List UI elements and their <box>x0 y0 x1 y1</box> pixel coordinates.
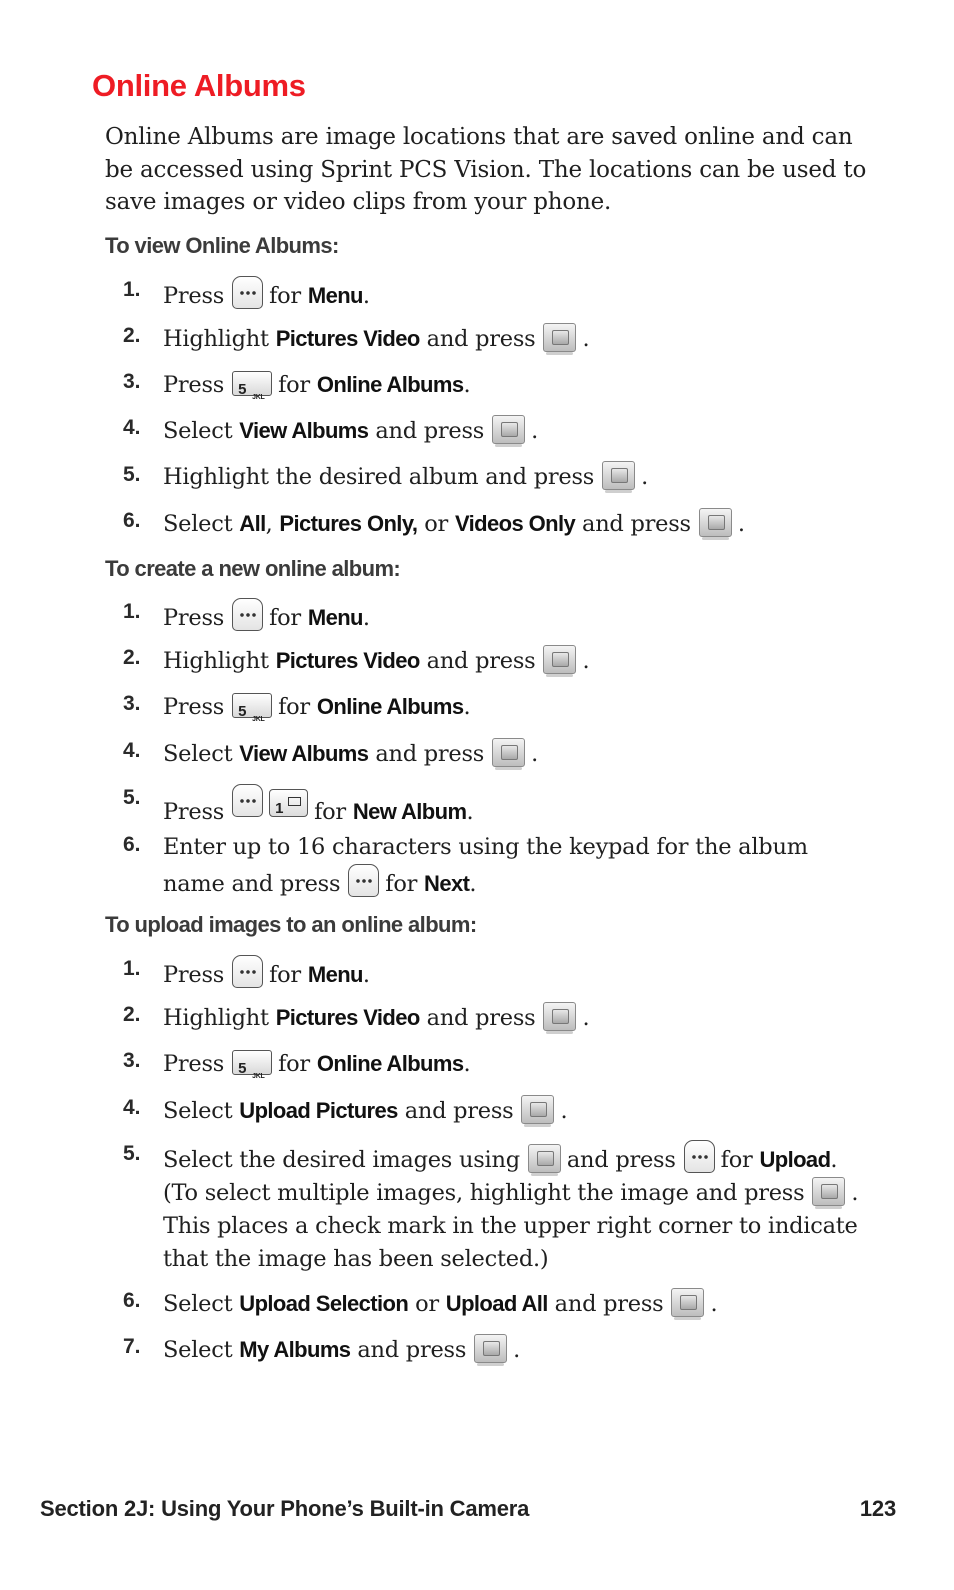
ok-key-icon <box>528 1144 561 1173</box>
menu-key-icon <box>232 784 263 817</box>
ok-key-icon <box>543 323 576 352</box>
menu-key-icon <box>684 1140 715 1173</box>
footer-section-title: Section 2J: Using Your Phone’s Built-in Camera <box>40 1496 530 1521</box>
page-title: Online Albums <box>92 68 306 103</box>
section-heading-create: To create a new online album: <box>105 556 401 581</box>
footer-page-number: 123 <box>859 1496 896 1521</box>
ok-key-icon <box>699 508 732 537</box>
five-key-icon: 5 JKL <box>232 371 272 396</box>
ok-key-icon <box>492 738 525 767</box>
ok-key-icon <box>543 1002 576 1031</box>
manual-page: Online Albums Online Albums are image locations that are saved online and can be accessed using Sprint PCS Vision. The locations can be used to save images or video clips from your phone. To view Online Albums: 1. Press for Menu. 2. Highlight Pictures Video and press . 3. Press 5 JKL for Online Albums. 4. Select View Albums and press . 5. Highlight the desired album and press . 6. Select All, Pictures Only, or Videos Only and press . To create a new online album: 1. Press for Menu. 2. Highlight Pictures Video and press . 3. Press 5 JKL for Online Albums. 4. Select View Albums and press . 5. Press 1 for New Album. 6. Enter up to 16 characters using the keypad for the album name and press for Next. To upload images to an online album: 1. Press for Menu. 2. Highlight Pictures Video and press . 3. Press 5 JKL for Online Albums. 4. Select Upload Pictures and press . 5. Select the desired images using and press for Upload. (To select multiple images, highlight the image and press . This places a check mark in the upper right corner to indicate that the image has been selected.) 6. Select Upload Selection or Upload All and press . 7. Select My Albums and press . Section 2J: Using Your Phone’s Built-in Camera 123 <box>40 68 896 1521</box>
section-heading-upload: To upload images to an online album: <box>105 912 477 937</box>
five-key-icon: 5 JKL <box>232 1050 272 1075</box>
step-number: 1. <box>123 278 141 301</box>
ok-key-icon <box>492 415 525 444</box>
ok-key-icon <box>671 1288 704 1317</box>
ok-key-icon <box>812 1177 845 1206</box>
ok-key-icon <box>602 461 635 490</box>
menu-key-icon <box>232 276 263 309</box>
one-key-icon: 1 <box>269 789 308 817</box>
menu-key-icon <box>348 864 379 897</box>
menu-key-icon <box>232 955 263 988</box>
ok-key-icon <box>474 1334 507 1363</box>
section-heading-view: To view Online Albums: <box>105 233 339 258</box>
ok-key-icon <box>543 645 576 674</box>
intro-paragraph: Online Albums are image locations that are saved online and can be accessed using Sprint PCS Vision. The locations can be used to save images or video clips from your phone. <box>105 124 867 215</box>
ok-key-icon <box>521 1095 554 1124</box>
five-key-icon: 5 JKL <box>232 693 272 718</box>
menu-key-icon <box>232 598 263 631</box>
